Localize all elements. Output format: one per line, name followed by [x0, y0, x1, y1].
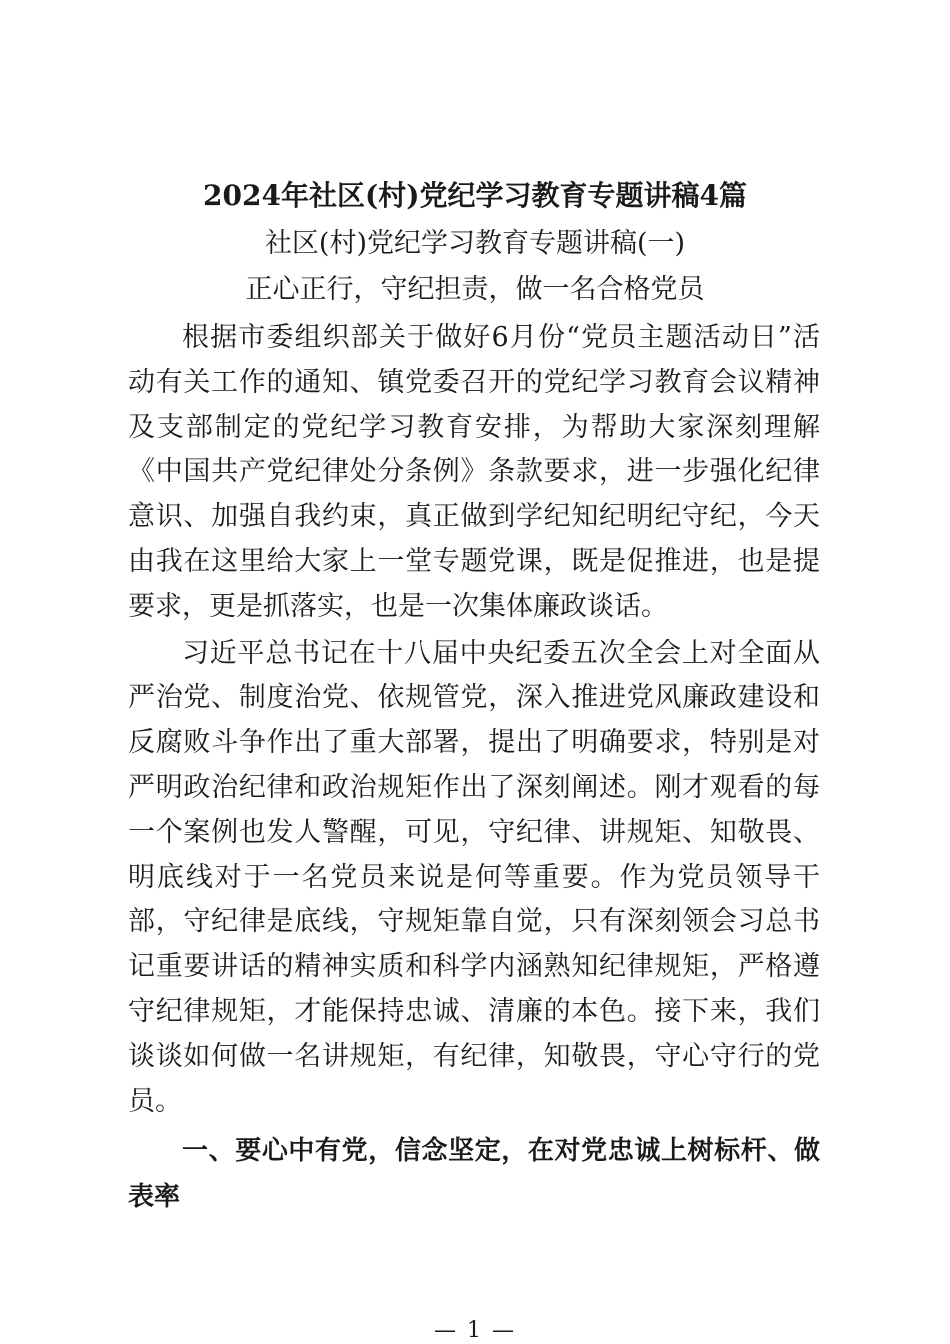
speech-topic: 正心正行，守纪担责，做一名合格党员	[245, 274, 705, 305]
section-heading-1: 一、要心中有党，信念坚定，在对党忠诚上树标杆、做表率	[128, 1136, 820, 1213]
page-number: — 1 —	[434, 1318, 516, 1343]
document-subtitle: 社区(村)党纪学习教育专题讲稿(一)	[264, 228, 686, 259]
document-body	[128, 316, 820, 1220]
document-title: 2024年社区(村)党纪学习教育专题讲稿4篇	[203, 179, 747, 212]
body-paragraph-2: 习近平总书记在十八届中央纪委五次全会上对全面从严治党、制度治党、依规管党，深入推进党风廉政建设和反腐败斗争作出了重大部署，提出了明确要求，特别是对严明政治纪律和政治规矩作出了深刻阐述。刚才观看的每一个案例也发人警醒，可见，守纪律、讲规矩、知敬畏、明底线对于一名党员来说是何等重要。作为党员领导干部，守纪律是底线，守规矩靠自觉，只有深刻领会习总书记重要讲话的精神实质和科学内涵熟知纪律规矩，严格遵守纪律规矩，才能保持忠诚、清廉的本色。接下来，我们谈谈如何做一名讲规矩，有纪律，知敬畏，守心守行的党员。	[128, 637, 820, 1117]
body-paragraph-1: 根据市委组织部关于做好6月份“党员主题活动日”活动有关工作的通知、镇党委召开的党纪学习教育会议精神及支部制定的党纪学习教育安排，为帮助大家深刻理解《中国共产党纪律处分条例》条款要求，进一步强化纪律意识、加强自我约束，真正做到学纪知纪明纪守纪，今天由我在这里给大家上一堂专题党课，既是促推进，也是提要求，更是抓落实，也是一次集体廉政谈话。	[128, 322, 820, 622]
